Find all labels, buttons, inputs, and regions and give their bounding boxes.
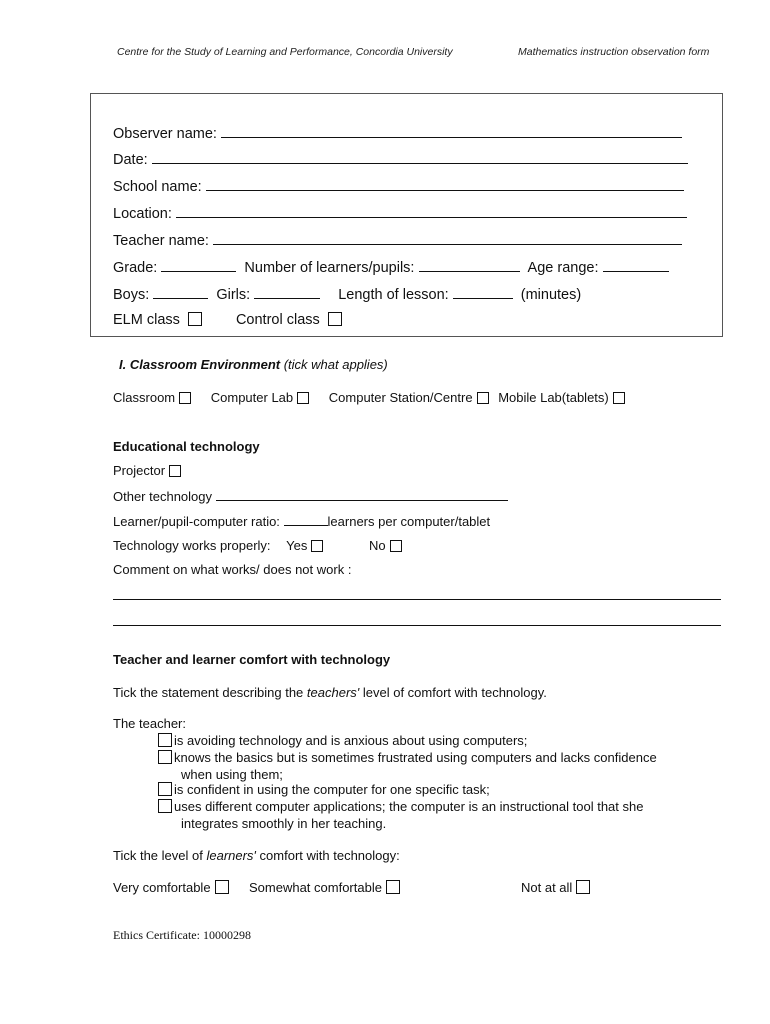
tick-learner-prefix: Tick the level of <box>113 848 203 863</box>
teacher-statement-1-text: is avoiding technology and is anxious about using computers; <box>174 733 528 748</box>
tick-teacher-prefix: Tick the statement describing the <box>113 685 304 700</box>
works-yes-checkbox[interactable] <box>311 540 323 552</box>
the-teacher-label: The teacher: <box>113 716 186 731</box>
no-label: No <box>369 538 386 553</box>
classroom-options-row <box>113 390 625 405</box>
option-computer-station-checkbox[interactable] <box>477 392 489 404</box>
age-range-label: Age range: <box>527 260 599 276</box>
boys-girls-row <box>113 284 581 302</box>
boys-field[interactable] <box>153 284 208 299</box>
yes-label: Yes <box>286 538 308 553</box>
projector-checkbox[interactable] <box>169 465 181 477</box>
school-name-row <box>113 176 684 194</box>
tick-teacher-suffix: level of comfort with technology. <box>362 685 547 700</box>
control-class-checkbox[interactable] <box>328 312 342 326</box>
learner-level-very-checkbox[interactable] <box>215 880 229 894</box>
observer-name-field[interactable] <box>221 123 682 138</box>
location-row <box>113 203 687 221</box>
minutes-label: (minutes) <box>520 287 582 303</box>
header-institution: Centre for the Study of Learning and Performance, Concordia University <box>117 46 453 58</box>
tick-teacher-em: teachers' <box>306 685 360 700</box>
age-range-field[interactable] <box>603 257 669 272</box>
tick-learner-instruction <box>113 848 400 863</box>
ratio-row <box>113 513 490 529</box>
class-type-row <box>113 311 342 329</box>
teacher-statement-4-text: uses different computer applications; the computer is an instructional tool that she <box>174 799 644 814</box>
tick-teacher-instruction <box>113 685 547 700</box>
option-computer-lab-checkbox[interactable] <box>297 392 309 404</box>
date-label: Date: <box>113 152 148 168</box>
comment-label: Comment on what works/ does not work : <box>113 562 352 577</box>
date-row <box>113 149 688 167</box>
projector-row <box>113 463 181 478</box>
works-no-checkbox[interactable] <box>390 540 402 552</box>
learner-level-not-at-all-label: Not at all <box>521 880 573 895</box>
teacher-statement-3 <box>158 782 490 797</box>
comment-line-2[interactable] <box>113 625 721 626</box>
date-field[interactable] <box>152 149 688 164</box>
grade-field[interactable] <box>161 257 236 272</box>
grade-label: Grade: <box>113 260 158 276</box>
works-properly-label: Technology works properly: <box>113 538 271 553</box>
teacher-name-label: Teacher name: <box>113 233 209 249</box>
ratio-label: Learner/pupil-computer ratio: <box>113 514 280 529</box>
edtech-heading: Educational technology <box>113 439 260 454</box>
ratio-field[interactable] <box>284 513 328 526</box>
teacher-statement-1 <box>158 733 527 748</box>
learner-level-very-label: Very comfortable <box>113 880 211 895</box>
elm-class-label: ELM class <box>113 312 180 328</box>
tick-learner-em: learners' <box>206 848 256 863</box>
section-title: I. Classroom Environment <box>119 357 281 372</box>
option-classroom-label: Classroom <box>113 390 176 405</box>
teacher-statement-4-cont: integrates smoothly in her teaching. <box>181 816 387 831</box>
learner-level-somewhat <box>249 880 400 895</box>
comfort-heading: Teacher and learner comfort with technology <box>113 652 391 667</box>
teacher-statement-2-cont: when using them; <box>181 767 283 782</box>
school-name-label: School name: <box>113 179 202 195</box>
elm-class-checkbox[interactable] <box>188 312 202 326</box>
option-mobile-lab-checkbox[interactable] <box>613 392 625 404</box>
school-name-field[interactable] <box>206 176 684 191</box>
grade-row <box>113 257 669 275</box>
other-technology-label: Other technology <box>113 489 213 504</box>
option-computer-lab-label: Computer Lab <box>210 390 294 405</box>
teacher-name-field[interactable] <box>213 230 682 245</box>
ethics-certificate: Ethics Certificate: 10000298 <box>113 928 251 942</box>
learner-level-not-at-all-checkbox[interactable] <box>576 880 590 894</box>
teacher-name-row <box>113 230 682 248</box>
teacher-statement-2 <box>158 750 657 765</box>
works-properly-row <box>113 538 402 553</box>
tick-learner-suffix: comfort with technology: <box>259 848 400 863</box>
observer-name-row <box>113 123 682 141</box>
location-label: Location: <box>113 206 172 222</box>
ratio-suffix-label: learners per computer/tablet <box>327 514 491 529</box>
learner-level-somewhat-checkbox[interactable] <box>386 880 400 894</box>
comment-line-1[interactable] <box>113 599 721 600</box>
teacher-statement-3-text: is confident in using the computer for one specific task; <box>174 782 490 797</box>
header-form-title: Mathematics instruction observation form <box>518 46 710 58</box>
other-technology-row <box>113 488 508 504</box>
teacher-statement-1-checkbox[interactable] <box>158 733 172 747</box>
section-classroom-environment-title <box>119 357 388 372</box>
teacher-statement-2-checkbox[interactable] <box>158 750 172 764</box>
teacher-statement-3-checkbox[interactable] <box>158 782 172 796</box>
learner-level-somewhat-label: Somewhat comfortable <box>249 880 382 895</box>
control-class-label: Control class <box>235 312 320 328</box>
option-computer-station-label: Computer Station/Centre <box>328 390 473 405</box>
section-title-note: (tick what applies) <box>283 357 388 372</box>
learner-level-not-at-all <box>521 880 590 895</box>
length-of-lesson-label: Length of lesson: <box>338 287 449 303</box>
projector-label: Projector <box>113 463 166 478</box>
girls-field[interactable] <box>254 284 320 299</box>
length-of-lesson-field[interactable] <box>453 284 513 299</box>
learner-level-very <box>113 880 229 895</box>
location-field[interactable] <box>176 203 687 218</box>
other-technology-field[interactable] <box>216 488 508 501</box>
num-learners-label: Number of learners/pupils: <box>244 260 415 276</box>
option-mobile-lab-label: Mobile Lab(tablets) <box>498 390 609 405</box>
teacher-statement-4 <box>158 799 643 814</box>
girls-label: Girls: <box>216 287 251 303</box>
boys-label: Boys: <box>113 287 150 303</box>
num-learners-field[interactable] <box>419 257 520 272</box>
option-classroom-checkbox[interactable] <box>179 392 191 404</box>
teacher-statement-2-text: knows the basics but is sometimes frustrated using computers and lacks confidence <box>174 750 657 765</box>
teacher-statement-4-checkbox[interactable] <box>158 799 172 813</box>
observer-name-label: Observer name: <box>113 126 217 142</box>
